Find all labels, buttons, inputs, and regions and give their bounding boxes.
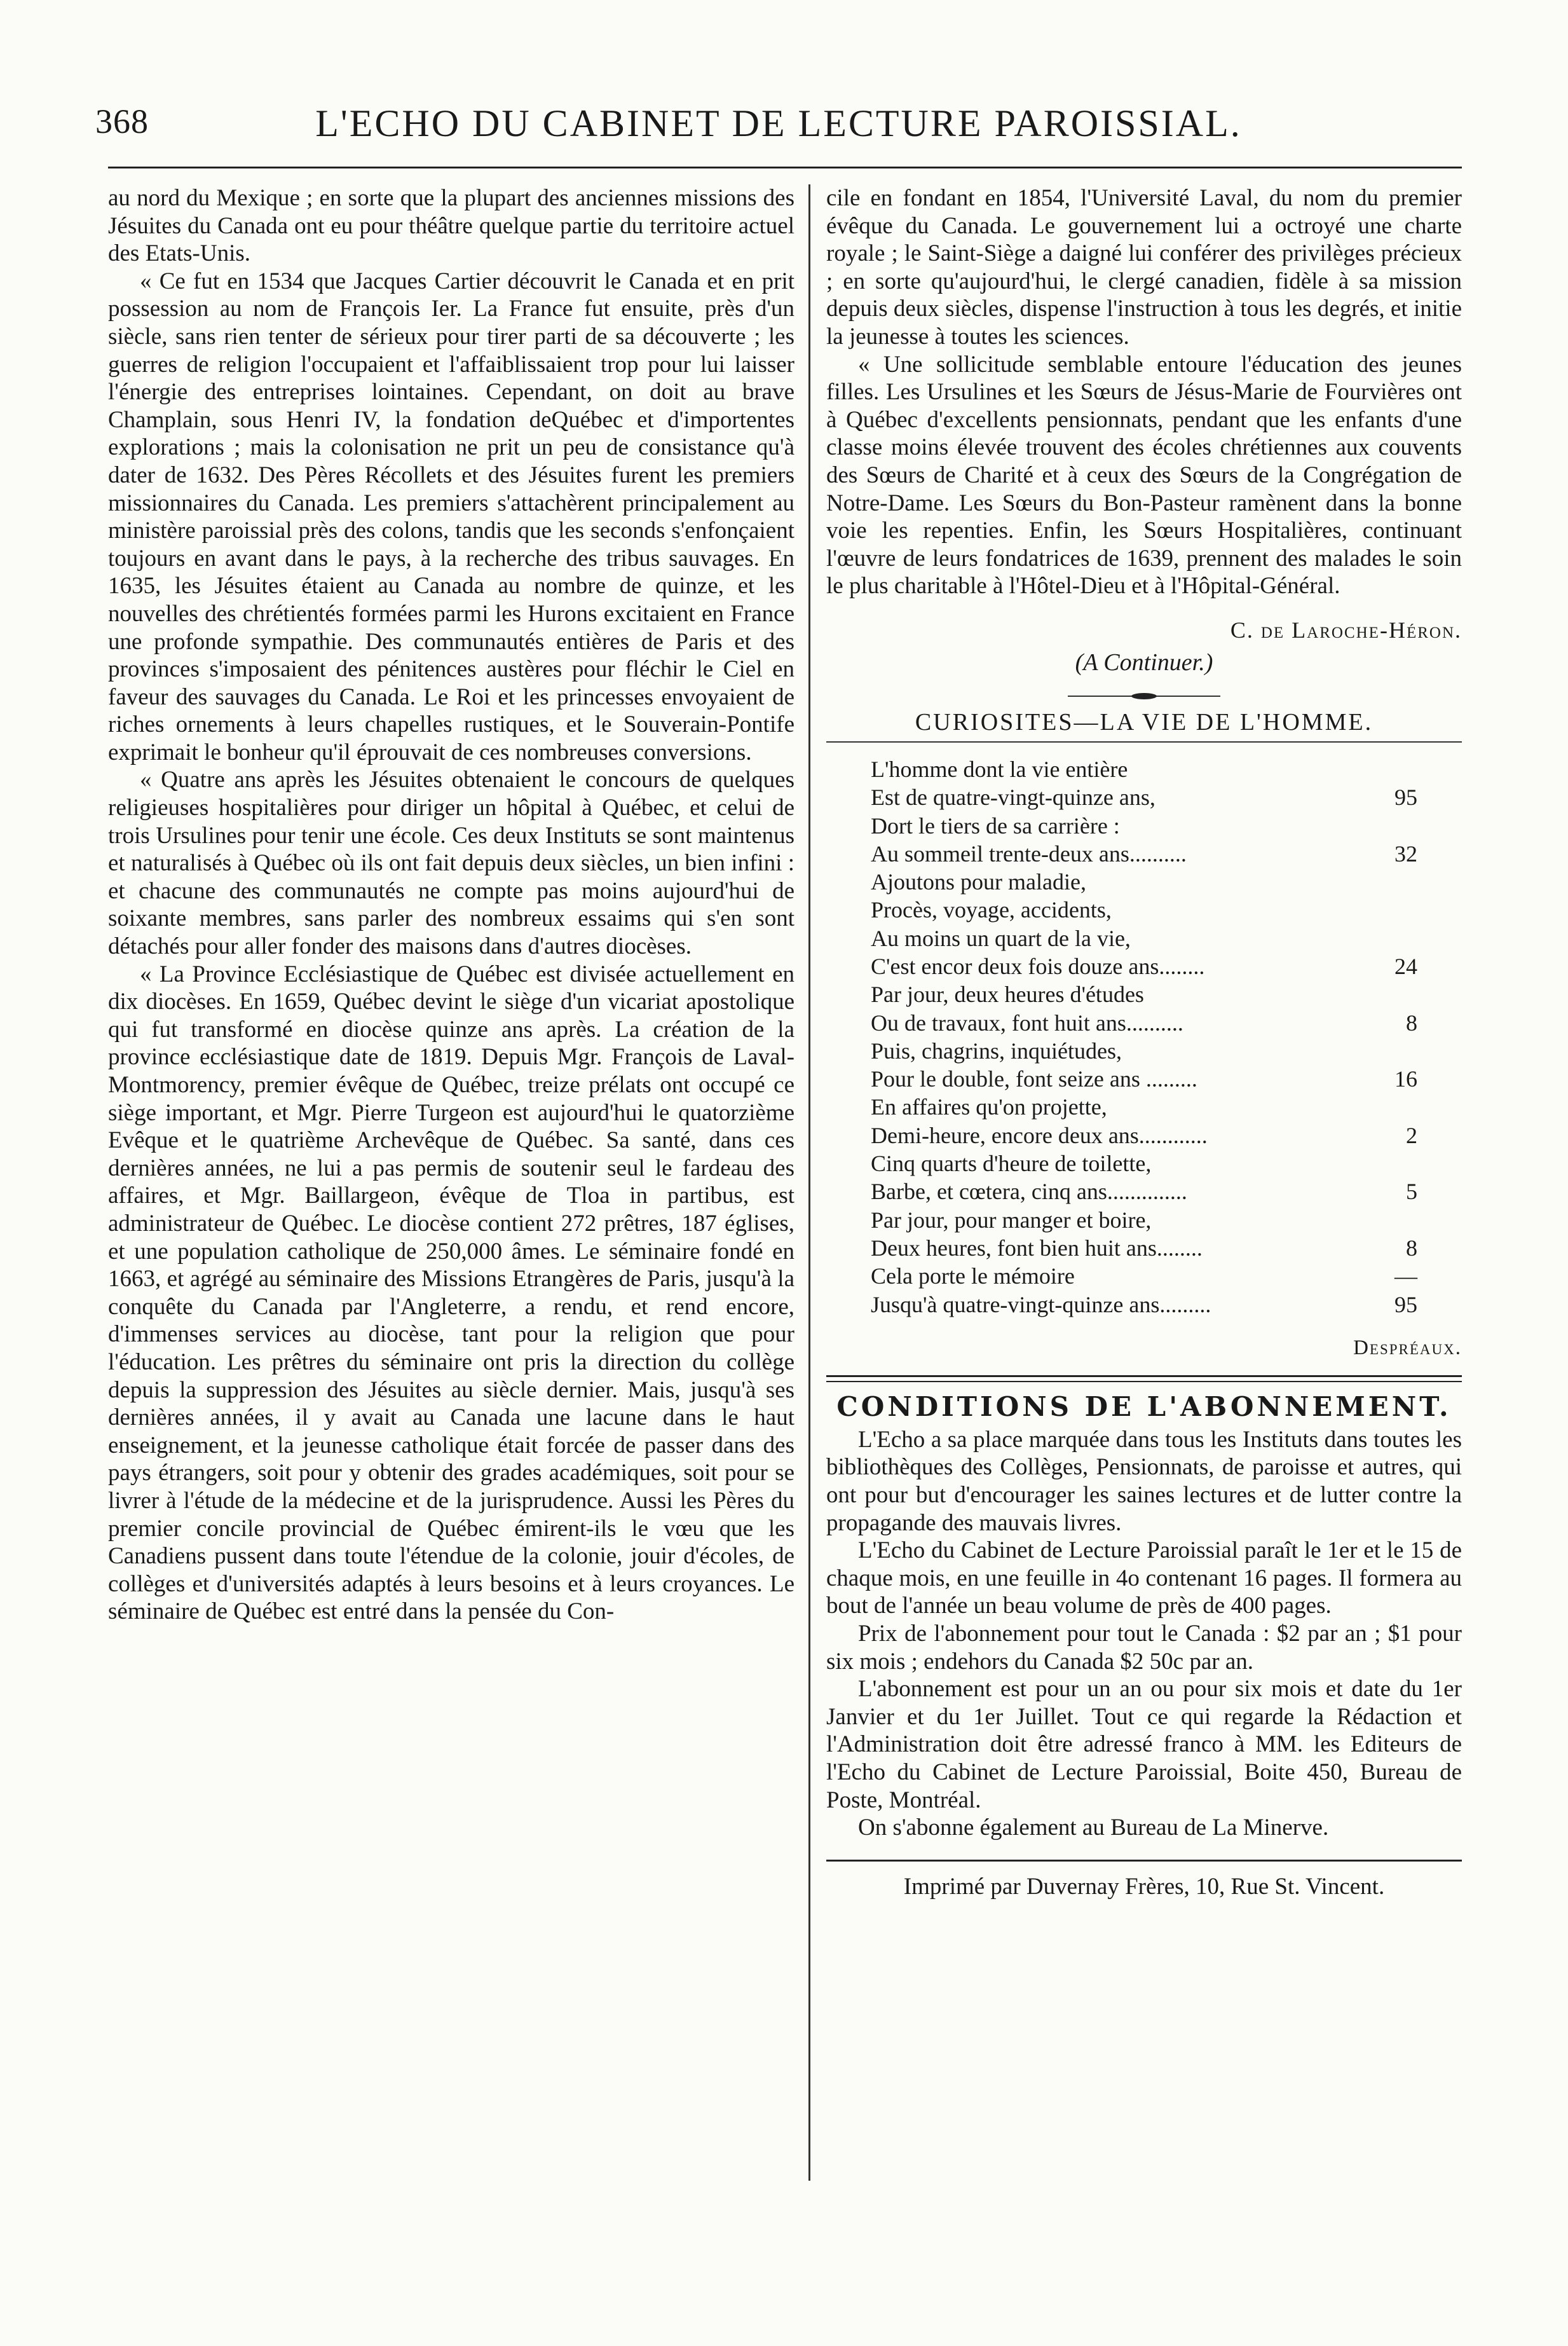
- ornament-divider: [1068, 692, 1220, 701]
- poem-title: CURIOSITES—LA VIE DE L'HOMME.: [915, 708, 1374, 736]
- printer-footer: Imprimé par Duvernay Frères, 10, Rue St. Vincent.: [826, 1860, 1462, 1900]
- poem-line-number: [1373, 1206, 1417, 1234]
- poem-line-number: 95: [1394, 785, 1417, 811]
- journal-title: L'ECHO DU CABINET DE LECTURE PAROISSIAL.: [315, 102, 1242, 144]
- poem-line: [871, 783, 1417, 811]
- poem-line-text: Barbe, et cœtera, cinq ans..............: [871, 1179, 1187, 1205]
- poem-line-number: 5: [1406, 1179, 1417, 1205]
- poem-line-number: 8: [1406, 1010, 1417, 1036]
- poem-line-text: Pour le double, font seize ans .........: [871, 1066, 1197, 1092]
- poem-line-text: Par jour, pour manger et boire,: [871, 1207, 1152, 1233]
- poem-line-text: Procès, voyage, accidents,: [871, 897, 1112, 923]
- paragraph: « Une sollicitude semblable entoure l'éducation des jeunes filles. Les Ursulines et les Sœurs de Jésus-Marie de Fourvières ont à Québec d'excellents pensionnats, pendant que les enfants d'une classe moins élevée trouvent des écoles chrétiennes aux couvents des Sœurs de Charité et à ceux des Sœurs de la Congrégation de Notre-Dame. Les Sœurs du Bon-Pasteur ramènent dans la bonne voie les repenties. Enfin, les Sœurs Hospitalières, continuant l'œuvre de leurs fondatrices de 1639, prennent des malades le soin le plus charitable à l'Hôtel-Dieu et à l'Hôpital-Général.: [826, 351, 1462, 600]
- poem-line: [871, 1206, 1417, 1234]
- poem-line-text: Ajoutons pour maladie,: [871, 869, 1086, 895]
- poem-line: [871, 1009, 1417, 1037]
- double-rule: [826, 1375, 1462, 1382]
- poem-line-number: 24: [1394, 953, 1417, 979]
- poem-line: [871, 1065, 1417, 1093]
- conditions-paragraph: On s'abonne également au Bureau de La Minerve.: [858, 1814, 1329, 1841]
- poem-line-number: [1373, 812, 1417, 840]
- poem-line-text: C'est encor deux fois douze ans........: [871, 953, 1205, 979]
- poem-line-text: Deux heures, font bien huit ans........: [871, 1235, 1203, 1261]
- poem-line-number: [1373, 1093, 1417, 1121]
- left-column: [108, 184, 794, 1626]
- poem-line-number: [1373, 924, 1417, 952]
- poem-line: [871, 924, 1417, 952]
- poem-line: [871, 1093, 1417, 1121]
- poem-line: [871, 1037, 1417, 1065]
- conditions-paragraph: Prix de l'abonnement pour tout le Canada : $2 par an ; $1 pour six mois ; endehors du Canada $2 50c par an.: [826, 1621, 1462, 1675]
- poem-line-text: L'homme dont la vie entière: [871, 756, 1128, 782]
- poem-line-text: Est de quatre-vingt-quinze ans,: [871, 785, 1156, 811]
- poem-line: [871, 980, 1417, 1008]
- poem-line-number: 2: [1406, 1122, 1417, 1148]
- poem-line: [871, 1234, 1417, 1262]
- poem-line-number: 95: [1394, 1291, 1417, 1317]
- poem-line: [871, 812, 1417, 840]
- poem-line: [871, 1177, 1417, 1205]
- poem-line-number: [1373, 755, 1417, 783]
- poem-line: [871, 1262, 1417, 1290]
- paragraph: au nord du Mexique ; en sorte que la plupart des anciennes missions des Jésuites du Canada ont eu pour théâtre quelque partie du territoire actuel des Etats-Unis.: [108, 185, 794, 267]
- poem-line: [871, 755, 1417, 783]
- poem-line-text: Puis, chagrins, inquiétudes,: [871, 1038, 1122, 1064]
- poem-line-text: Cela porte le mémoire: [871, 1263, 1075, 1289]
- poem-line-text: Par jour, deux heures d'études: [871, 982, 1144, 1008]
- poem-line: [871, 1122, 1417, 1149]
- conditions-paragraph: L'abonnement est pour un an ou pour six mois et date du 1er Janvier et du 1er Juillet. Tout ce qui regarde la Rédaction et l'Administration doit être adressé franco à MM. les Editeurs de l'Echo du Cabinet de Lecture Paroissial, Boite 450, Bureau de Poste, Montréal.: [826, 1676, 1462, 1813]
- poem: [871, 755, 1417, 1319]
- poem-line: [871, 896, 1417, 924]
- poem-line-number: 8: [1406, 1235, 1417, 1261]
- poem-line-text: Dort le tiers de sa carrière :: [871, 813, 1120, 839]
- poem-line-text: Jusqu'à quatre-vingt-quinze ans.........: [871, 1291, 1211, 1317]
- page-header: [95, 102, 1462, 159]
- article-signature: C. de Laroche-Héron.: [1230, 617, 1462, 643]
- conditions-paragraph: L'Echo du Cabinet de Lecture Paroissial paraît le 1er et le 15 de chaque mois, en une feuille in 4o contenant 16 pages. Il formera au bout de l'année un beau volume de près de 400 pages.: [826, 1537, 1462, 1619]
- paragraph: cile en fondant en 1854, l'Université Laval, du nom du premier évêque du Canada. Le gouvernement lui a octroyé une charte royale ; le Saint-Siège a daigné lui conférer des privilèges précieux ; en sorte qu'aujourd'hui, le clergé canadien, fidèle à sa mission depuis deux siècles, dispense l'instruction à tous les degrés, et initie la jeunesse à toutes les sciences.: [826, 185, 1462, 350]
- header-rule: [108, 167, 1462, 168]
- poem-line-text: Demi-heure, encore deux ans............: [871, 1122, 1208, 1148]
- poem-line-number: [1373, 980, 1417, 1008]
- poem-author: Despréaux.: [1353, 1336, 1462, 1359]
- right-column: [826, 184, 1462, 1900]
- poem-line-text: Cinq quarts d'heure de toilette,: [871, 1151, 1152, 1177]
- poem-line: [871, 868, 1417, 896]
- page-number: 368: [95, 102, 149, 141]
- poem-line-number: 16: [1394, 1066, 1417, 1092]
- column-divider: [808, 184, 810, 2181]
- poem-line-text: Au moins un quart de la vie,: [871, 925, 1131, 951]
- poem-line-number: —: [1394, 1263, 1417, 1289]
- poem-line: [871, 840, 1417, 868]
- poem-line-number: [1373, 868, 1417, 896]
- paragraph: « Ce fut en 1534 que Jacques Cartier découvrit le Canada et en prit possession au nom de François Ier. La France fut ensuite, près d'un siècle, sans rien tenter de sérieux pour tirer parti de sa découverte ; les guerres de religion l'occupaient et l'affaiblissaient trop pour lui laisser l'énergie des entreprises lointaines. Cependant, on doit au brave Champlain, sous Henri IV, la fondation deQuébec et d'importentes explorations ; mais la colonisation ne prit un peu de consistance qu'à dater de 1632. Des Pères Récollets et des Jésuites furent les premiers missionnaires du Canada. Les premiers s'attachèrent principalement au ministère paroissial près des colons, tandis que les seconds s'enfonçaient toujours en avant dans le pays, à la recherche des tribus sauvages. En 1635, les Jésuites étaient au Canada au nombre de quinze, et les nouvelles des chrétientés formées parmi les Hurons excitaient en France une profonde sympathie. Des communautés entières de Paris et des provinces s'imposaient des pénitences austères pour fléchir le Ciel en faveur des sauvages du Canada. Le Roi et les princesses envoyaient de riches ornements à leurs chapelles rustiques, et le Souverain-Pontife exprimait le bonheur qu'il éprouvait de ces nombreuses conversions.: [108, 268, 794, 765]
- poem-line-number: [1373, 1149, 1417, 1177]
- paragraph: « Quatre ans après les Jésuites obtenaient le concours de quelques religieuses hospitalières pour diriger un hôpital à Québec, et celui de trois Ursulines pour tenir une école. Ces deux Instituts se sont maintenus et naturalisés à Québec où ils ont fait depuis deux siècles, un bien infini : et chacune des communautés ne compte pas moins aujourd'hui de soixante membres, sans parler des nombreux essaims qui s'en sont détachés pour aller fonder des maisons dans d'autres diocèses.: [108, 767, 794, 960]
- poem-line-number: 32: [1394, 840, 1417, 867]
- poem-line-text: En affaires qu'on projette,: [871, 1094, 1107, 1120]
- conditions-paragraph: L'Echo a sa place marquée dans tous les Instituts dans toutes les bibliothèques des Collèges, Pensionnats, de paroisse et autres, qui ont pour but d'encourager les saines lectures et de lutter contre la propagande des mauvais livres.: [826, 1426, 1462, 1536]
- conditions-title: CONDITIONS DE L'ABONNEMENT.: [836, 1390, 1452, 1422]
- poem-line-text: Ou de travaux, font huit ans..........: [871, 1010, 1183, 1036]
- poem-line: [871, 1149, 1417, 1177]
- poem-line-text: Au sommeil trente-deux ans..........: [871, 840, 1187, 867]
- continuation-note: (A Continuer.): [1075, 648, 1213, 676]
- poem-line: [871, 1291, 1417, 1319]
- poem-line: [871, 952, 1417, 980]
- poem-line-number: [1373, 896, 1417, 924]
- poem-title-rule: [826, 741, 1462, 743]
- poem-line-number: [1373, 1037, 1417, 1065]
- paragraph: « La Province Ecclésiastique de Québec est divisée actuellement en dix diocèses. En 1659, Québec devint le siège d'un vicariat apostolique qui fut transformé en diocèse quinze ans après. La création de la province ecclésiastique date de 1819. Depuis Mgr. François de Laval-Montmorency, premier évêque de Québec, treize prélats ont occupé ce siège important, et Mgr. Pierre Turgeon est aujourd'hui le quatorzième Evêque et le quatrième Archevêque de Québec. Sa santé, dans ces dernières années, ne lui a pas permis de soutenir seul le fardeau des affaires, et Mgr. Baillargeon, évêque de Tloa in partibus, est administrateur de Québec. Le diocèse contient 272 prêtres, 187 églises, et une population catholique de 250,000 âmes. Le séminaire fondé en 1663, et agrégé au séminaire des Missions Etrangères de Paris, jusqu'à la conquête du Canada par l'Angleterre, a rendu, et rend encore, d'immenses services au diocèse, tant pour la religion que pour l'éducation. Les prêtres du séminaire ont pris la direction du collège depuis la suppression des Jésuites au siècle dernier. Mais, jusqu'à ses dernières années, il y avait au Canada une lacune dans le haut enseignement, et la jeunesse catholique était forcée de passer dans des pays étrangers, soit pour y obtenir des grades académiques, soit pour se livrer à l'étude de la médecine et de la jurisprudence. Aussi les Pères du premier concile provincial de Québec émirent-ils le vœu que les Canadiens pussent dans toute l'étendue de la colonie, jouir d'écoles, de collèges et d'universités adaptés à leurs besoins et à leurs croyances. Le séminaire de Québec est entré dans la pensée du Con-: [108, 961, 794, 1625]
